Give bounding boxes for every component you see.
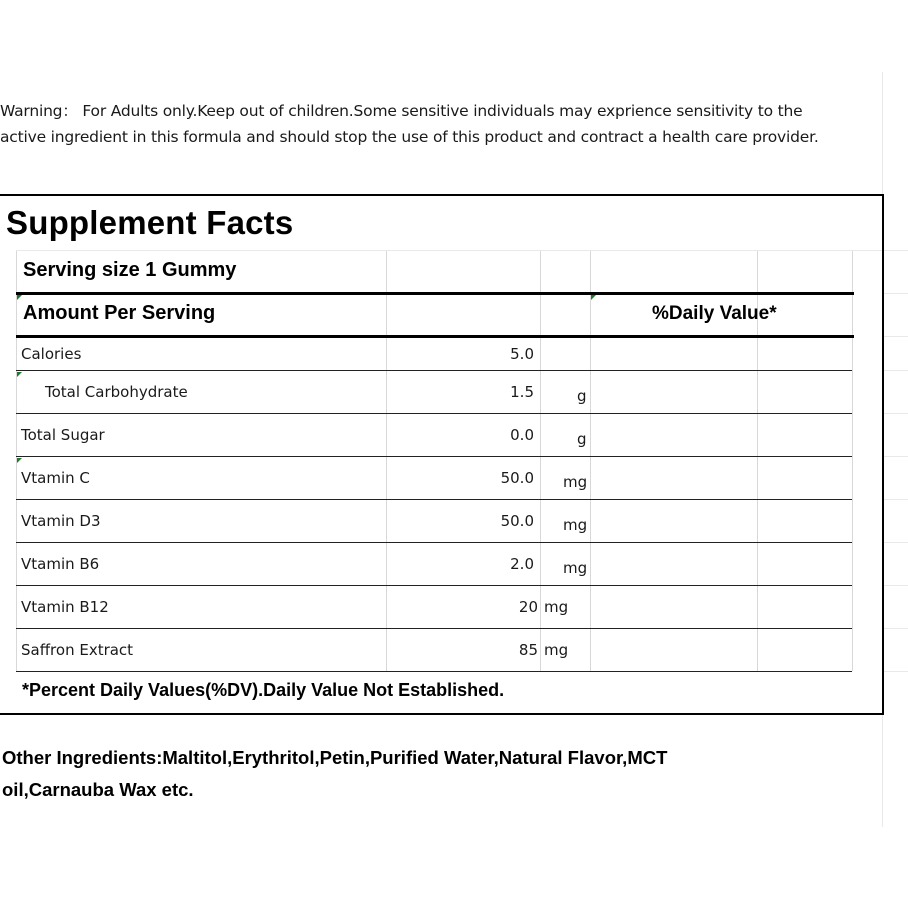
gridline: [884, 671, 908, 672]
warning-line-1-text: For Adults only.Keep out of children.Some sensitive individuals may exprience sensitivity to the: [82, 102, 803, 120]
nutrient-name: Saffron Extract: [21, 641, 134, 659]
table-row: [0, 543, 884, 586]
gridline: [884, 585, 908, 586]
warning-line-1: [0, 98, 908, 124]
warning-text: [0, 98, 908, 150]
table-row: [0, 457, 884, 500]
daily-value-footnote: *Percent Daily Values(%DV).Daily Value Not Established.: [22, 680, 505, 700]
nutrient-amount: 50.0: [500, 469, 534, 487]
table-row: [0, 371, 884, 414]
nutrient-amount: 50.0: [500, 512, 534, 530]
nutrient-amount: 20: [518, 598, 538, 616]
table-row: [0, 334, 884, 370]
gridline: [884, 250, 908, 251]
table-row: [0, 500, 884, 543]
row-divider: [16, 671, 852, 672]
nutrient-name: Vtamin B6: [21, 555, 100, 573]
nutrient-name: Total Sugar: [21, 426, 105, 444]
other-ingredients-line-2: oil,Carnauba Wax etc.: [2, 779, 194, 800]
nutrient-name: Vtamin B12: [21, 598, 109, 616]
nutrient-amount: 1.5: [510, 383, 534, 401]
table-row: [0, 629, 884, 672]
gridline: [884, 456, 908, 457]
nutrient-name: Vtamin D3: [21, 512, 101, 530]
gridline: [884, 542, 908, 543]
nutrient-name: Calories: [21, 345, 82, 363]
warning-label: Warning: [0, 102, 63, 120]
table-row: [0, 414, 884, 457]
gridline: [884, 336, 908, 337]
nutrient-unit: g: [577, 430, 587, 448]
nutrient-amount: 5.0: [510, 345, 534, 363]
nutrient-unit: mg: [563, 473, 588, 491]
nutrient-unit: mg: [563, 559, 588, 577]
gridline: [884, 413, 908, 414]
amount-per-serving-header: Amount Per Serving: [23, 302, 216, 324]
panel-title: Supplement Facts: [6, 204, 294, 241]
table-row: [0, 586, 884, 629]
nutrient-amount: 2.0: [510, 555, 534, 573]
nutrient-unit: mg: [544, 641, 569, 659]
warning-line-2: active ingredient in this formula and should stop the use of this product and contract a health care provider.: [0, 128, 819, 146]
nutrient-unit: g: [577, 387, 587, 405]
gridline: [884, 499, 908, 500]
warning-separator: ：: [62, 102, 78, 120]
other-ingredients-line-1: Other Ingredients:Maltitol,Erythritol,Petin,Purified Water,Natural Flavor,MCT: [2, 747, 668, 768]
nutrient-amount: 85: [518, 641, 538, 659]
gridline: [884, 293, 908, 294]
thick-rule: [16, 292, 854, 295]
nutrient-name: Total Carbohydrate: [45, 383, 188, 401]
daily-value-header: %Daily Value*: [652, 303, 777, 324]
nutrient-unit: mg: [544, 598, 569, 616]
nutrient-amount: 0.0: [510, 426, 534, 444]
cell-marker: [591, 295, 596, 300]
serving-size: Serving size 1 Gummy: [23, 259, 237, 281]
gridline: [884, 370, 908, 371]
nutrient-name: Vtamin C: [21, 469, 90, 487]
nutrient-unit: mg: [563, 516, 588, 534]
other-ingredients: [2, 742, 862, 806]
gridline: [884, 628, 908, 629]
cell-marker: [17, 295, 22, 300]
